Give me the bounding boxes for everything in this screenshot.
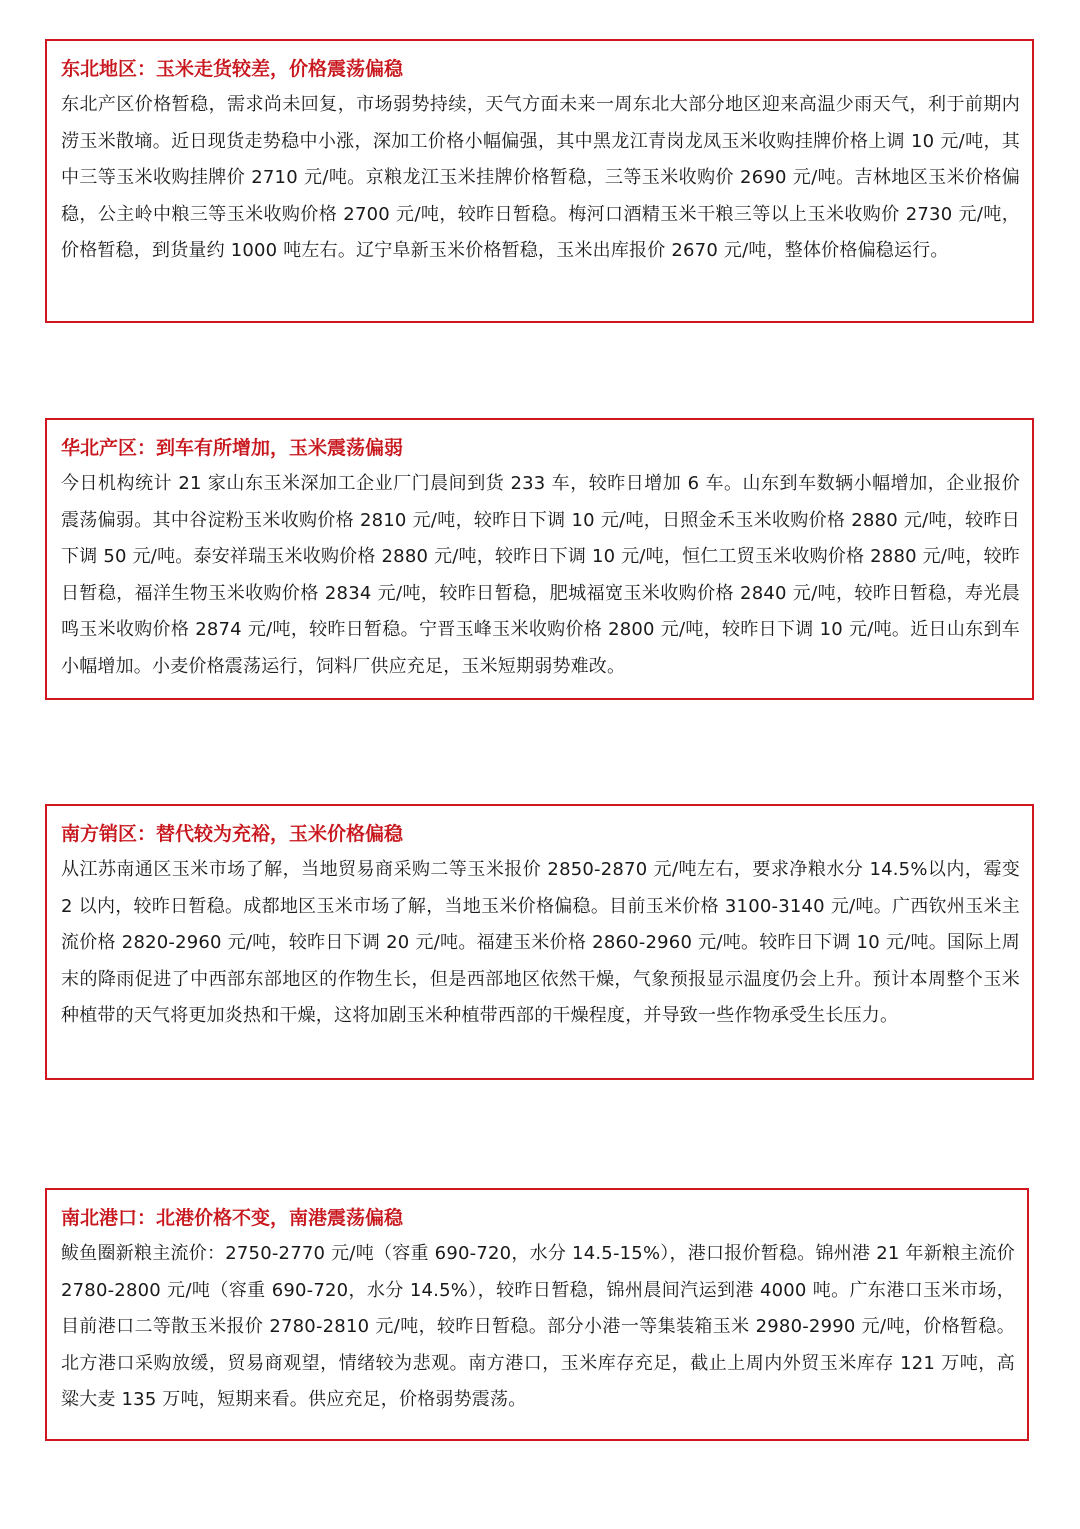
market-section-northeast xyxy=(45,39,1034,323)
section-title: 华北产区：到车有所增加，玉米震荡偏弱 xyxy=(61,437,404,459)
section-title: 南北港口：北港价格不变，南港震荡偏稳 xyxy=(61,1207,404,1229)
section-body: 东北产区价格暂稳，需求尚未回复，市场弱势持续，天气方面未来一周东北大部分地区迎来高温少雨天气，利于前期内涝玉米散墒。近日现货走势稳中小涨，深加工价格小幅偏强，其中黑龙江青岗龙凤玉米收购挂牌价格上调 10 元/吨，其中三等玉米收购挂牌价 2710 元/吨。京粮龙江玉米挂牌价格暂稳，三等玉米收购价 2690 元/吨。吉林地区玉米价格偏稳，公主岭中粮三等玉米收购价格 2700 元/吨，较昨日暂稳。梅河口酒精玉米干粮三等以上玉米收购价 2730 元/吨，价格暂稳，到货量约 1000 吨左右。辽宁阜新玉米价格暂稳，玉米出库报价 2670 元/吨，整体价格偏稳运行。 xyxy=(61,94,1020,261)
section-body: 从江苏南通区玉米市场了解，当地贸易商采购二等玉米报价 2850-2870 元/吨左右，要求净粮水分 14.5%以内，霉变 2 以内，较昨日暂稳。成都地区玉米市场了解，当地玉米价格偏稳。目前玉米价格 3100-3140 元/吨。广西钦州玉米主流价格 2820-2960 元/吨，较昨日下调 20 元/吨。福建玉米价格 2860-2960 元/吨。较昨日下调 10 元/吨。国际上周末的降雨促进了中西部东部地区的作物生长，但是西部地区依然干燥，气象预报显示温度仍会上升。预计本周整个玉米种植带的天气将更加炎热和干燥，这将加剧玉米种植带西部的干燥程度，并导致一些作物承受生长压力。 xyxy=(61,859,1020,1026)
market-section-south xyxy=(45,804,1034,1080)
section-title: 南方销区：替代较为充裕，玉米价格偏稳 xyxy=(61,823,404,845)
section-title: 东北地区：玉米走货较差，价格震荡偏稳 xyxy=(61,58,404,80)
section-body: 今日机构统计 21 家山东玉米深加工企业厂门晨间到货 233 车，较昨日增加 6 车。山东到车数辆小幅增加，企业报价震荡偏弱。其中谷淀粉玉米收购价格 2810 元/吨，较昨日下调 10 元/吨，日照金禾玉米收购价格 2880 元/吨，较昨日下调 50 元/吨。泰安祥瑞玉米收购价格 2880 元/吨，较昨日下调 10 元/吨，恒仁工贸玉米收购价格 2880 元/吨，较昨日暂稳，福洋生物玉米收购价格 2834 元/吨，较昨日暂稳，肥城福宽玉米收购价格 2840 元/吨，较昨日暂稳，寿光晨鸣玉米收购价格 2874 元/吨，较昨日暂稳。宁晋玉峰玉米收购价格 2800 元/吨，较昨日下调 10 元/吨。近日山东到车小幅增加。小麦价格震荡运行，饲料厂供应充足，玉米短期弱势难改。 xyxy=(61,473,1020,677)
market-section-ports xyxy=(45,1188,1029,1441)
section-body: 鲅鱼圈新粮主流价：2750-2770 元/吨（容重 690-720，水分 14.5-15%），港口报价暂稳。锦州港 21 年新粮主流价 2780-2800 元/吨（容重 690-720，水分 14.5%），较昨日暂稳，锦州晨间汽运到港 4000 吨。广东港口玉米市场，目前港口二等散玉米报价 2780-2810 元/吨，较昨日暂稳。部分小港一等集装箱玉米 2980-2990 元/吨，价格暂稳。北方港口采购放缓，贸易商观望，情绪较为悲观。南方港口，玉米库存充足，截止上周内外贸玉米库存 121 万吨，高粱大麦 135 万吨，短期来看。供应充足，价格弱势震荡。 xyxy=(61,1243,1015,1410)
market-section-north-china xyxy=(45,418,1034,700)
